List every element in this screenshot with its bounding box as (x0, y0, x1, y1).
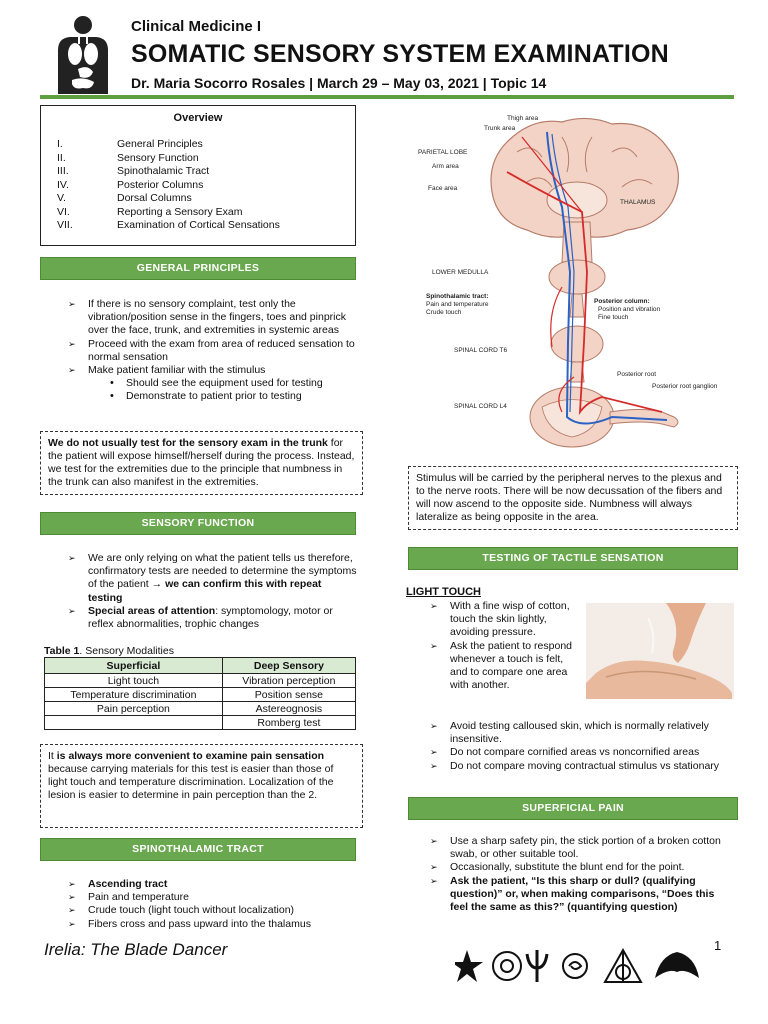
label-posterior-column-2: Position and vibration (598, 306, 661, 313)
overview-item: III. Spinothalamic Tract (57, 165, 210, 177)
label-trunk-area: Trunk area (484, 125, 516, 132)
list-item: ➢ Avoid testing calloused skin, which is normally relatively insensitive. (428, 720, 738, 746)
list-item: ➢ Crude touch (light touch without localization) (66, 904, 358, 917)
list-item: ➢ With a fine wisp of cotton, touch the skin lightly, avoiding pressure. (428, 600, 578, 640)
list-item: ➢ Ascending tract (66, 878, 358, 891)
overview-item: VI. Reporting a Sensory Exam (57, 205, 243, 218)
light-touch-photo (586, 603, 734, 699)
label-posterior-root: Posterior root (617, 371, 657, 378)
label-spinal-cord-t6: SPINAL CORD T6 (454, 347, 508, 354)
overview-item: I. General Principles (57, 138, 203, 150)
label-posterior-column: Posterior column: (594, 298, 650, 305)
table-row (45, 688, 356, 702)
footer-symbols-icon (455, 938, 710, 988)
label-posterior-root-ganglion: Posterior root ganglion (652, 383, 718, 390)
page-title: SOMATIC SENSORY SYSTEM EXAMINATION (131, 40, 669, 68)
label-thalamus: THALAMUS (620, 199, 656, 206)
table-cell: Astereognosis (222, 702, 355, 716)
superficial-pain-list (428, 835, 734, 914)
course-name: Clinical Medicine I (131, 18, 262, 35)
label-spinal-cord-l4: SPINAL CORD L4 (454, 403, 507, 410)
table-cell: Temperature discrimination (45, 688, 223, 702)
label-lower-medulla: LOWER MEDULLA (432, 269, 489, 276)
table-cell: Pain perception (45, 702, 223, 716)
list-item: ➢ Special areas of attention: symptomology, motor or reflex abnormalities, trophic changes (66, 605, 358, 631)
overview-item: VII. Examination of Cortical Sensations (57, 219, 280, 231)
page-number: 1 (714, 938, 722, 953)
list-item: ➢ Pain and temperature (66, 891, 358, 904)
overview-list (41, 138, 355, 233)
sensory-function-list (66, 552, 358, 631)
section-tactile-sensation: TESTING OF TACTILE SENSATION (408, 547, 738, 570)
lecturer-date-topic: Dr. Maria Socorro Rosales | March 29 – May 03, 2021 | Topic 14 (131, 75, 547, 91)
table-cell: Vibration perception (222, 674, 355, 688)
table-cell: Light touch (45, 674, 223, 688)
list-item: ➢ Fibers cross and pass upward into the thalamus (66, 918, 358, 931)
label-arm-area: Arm area (432, 163, 459, 170)
label-spinothalamic-3: Crude touch (426, 309, 462, 316)
light-touch-list-narrow (428, 600, 578, 692)
section-general-principles: GENERAL PRINCIPLES (40, 257, 356, 280)
somatosensory-pathway-diagram (412, 112, 732, 457)
label-parietal-lobe: PARIETAL LOBE (418, 149, 468, 156)
table-cell (45, 716, 223, 730)
label-spinothalamic-2: Pain and temperature (426, 301, 489, 308)
label-thigh-area: Thigh area (507, 115, 539, 122)
page-header (0, 0, 768, 100)
light-touch-list-wide (428, 720, 738, 773)
list-item: ➢ Proceed with the exam from area of reduced sensation to normal sensation (66, 338, 356, 364)
anatomy-logo-icon (48, 14, 118, 94)
table-caption: Table 1. Sensory Modalities (44, 645, 174, 657)
overview-item: II. Sensory Function (57, 151, 199, 164)
list-item: ➢ Ask the patient to respond whenever a touch is felt, and to compare one area with another. (428, 640, 578, 693)
section-superficial-pain: SUPERFICIAL PAIN (408, 797, 738, 820)
list-item: ➢ Ask the patient, “Is this sharp or dull? (qualifying question)” or, when making comparisons, “Does this feel the same as this?” (quantifying question) (428, 875, 734, 915)
overview-item: IV. Posterior Columns (57, 178, 204, 191)
overview-box (40, 105, 356, 246)
label-posterior-column-3: Fine touch (598, 314, 629, 321)
table-cell: Position sense (222, 688, 355, 702)
footer-author: Irelia: The Blade Dancer (44, 940, 228, 959)
light-touch-title: LIGHT TOUCH (406, 586, 481, 598)
overview-title: Overview (173, 112, 223, 124)
column-header: Deep Sensory (222, 658, 355, 674)
label-face-area: Face area (428, 185, 458, 192)
list-item: ➢ If there is no sensory complaint, test only the vibration/position sense in the fingers, toes and pinprick over the face, trunk, and extremities in systemic areas (66, 298, 356, 338)
table-row (45, 716, 356, 730)
list-item: ➢ Do not compare cornified areas vs noncornified areas (428, 746, 738, 759)
list-item: ➢ Do not compare moving contractual stimulus vs stationary (428, 760, 738, 773)
sub-list-item: • Demonstrate to patient prior to testing (66, 390, 356, 403)
sensory-modalities-table (44, 657, 356, 730)
stimulus-note: Stimulus will be carried by the peripheral nerves to the plexus and to the nerve roots. There will be now decussation of the fibers and will now ascend to the opposite side. Numbness will always lateralize as being opposite in the area. (408, 466, 738, 530)
trunk-note: We do not usually test for the sensory exam in the trunk for the patient will expose himself/herself during the process. Instead, we test for the extremities due to the principle that numbness in the trunk can also manifest in the extremities. (40, 431, 363, 495)
spinothalamic-list (66, 878, 358, 931)
section-spinothalamic-tract: SPINOTHALAMIC TRACT (40, 838, 356, 861)
table-header-row (45, 658, 356, 674)
section-sensory-function: SENSORY FUNCTION (40, 512, 356, 535)
list-item: ➢ Use a sharp safety pin, the stick portion of a broken cotton swab, or other suitable tool. (428, 835, 734, 861)
table-cell: Romberg test (222, 716, 355, 730)
list-item: ➢ We are only relying on what the patient tells us therefore, confirmatory tests are needed to determine the symptoms of the patient → we can confirm this with repeat testing (66, 552, 358, 605)
table-row (45, 702, 356, 716)
pain-note: It is always more convenient to examine pain sensation because carrying materials for this test is easier than those of light touch and temperature discrimination. Localization of the lesion is easier to determine in pain perception than the 2. (40, 744, 363, 828)
sub-list-item: • Should see the equipment used for testing (66, 377, 356, 390)
column-header: Superficial (45, 658, 223, 674)
list-item: ➢ Occasionally, substitute the blunt end for the point. (428, 861, 734, 874)
table-row (45, 674, 356, 688)
header-rule (40, 95, 734, 99)
label-spinothalamic: Spinothalamic tract: (426, 293, 489, 300)
list-item: ➢ Make patient familiar with the stimulus (66, 364, 356, 377)
overview-item: V. Dorsal Columns (57, 192, 192, 204)
general-principles-list (66, 298, 356, 404)
